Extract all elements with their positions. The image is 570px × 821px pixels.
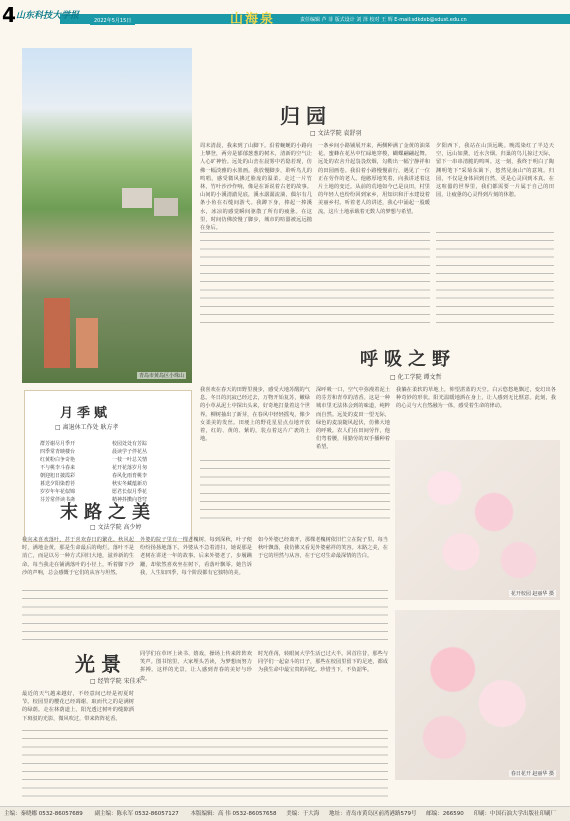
footer-item: 印刷：中国石油大学出版社印刷厂 [473,811,556,817]
article-column: 一条乡间小路铺展开来，两侧种满了金黄的油菜花。蜜蜂在花丛中忙碌地穿梭，蝴蝶翩翩起舞。远处的农舍升起袅袅炊烟，勾勒出一幅宁静祥和的田园画卷。我沿着小路慢慢前行，遇见了一位正在劳作的老人。他憨厚地笑着，向我讲述着这片土地的变迁。从前的荒地如今已是良田，村里的年轻人也纷纷回到家乡，用知识和汗水建设着美丽乡村。听着老人的讲述，我心中涌起一股暖流。这片土地承载着无数人的梦想与希望。 [318,143,430,215]
article-title-huxi: 呼吸之野 [360,349,456,370]
paper-name: 山东科技大学报 [16,11,80,21]
poem-line: 暮送夕阳染碧苔 [40,481,76,487]
article-column: 我向来喜欢落叶，甚于喜欢春日的繁花。秋风起时，满地金黄，那是生命最后的绚烂。落叶不是消亡，而是以另一种方式回归大地，滋养新的生命。每当我走在铺满落叶的小径上，听着脚下沙沙的声响，总会感慨于它们的从容与坦然。 [22,537,134,576]
article-column: 时光荏苒，转眼间大学生活已过大半。回首往昔，那些与同学们一起奋斗的日子，那些在校园里留下的足迹，都成为我生命中最宝贵的回忆。珍惜当下，不负韶华。 [258,651,388,674]
footer-item: 主编：秦晓娜 0532-86057689 [4,811,83,817]
poem-line: 愿君长似月季花 [112,489,148,495]
footer-item: 副主编：陈永军 0532-86057127 [94,811,179,817]
text-lines [22,590,388,646]
article-byline-guiyuan: □ 文法学院 袁舒羽 [310,130,362,137]
cherry-blossom-photo [395,440,560,600]
poem-line: 四季常青映楼台 [40,449,76,455]
article-column: 同学们在草坪上读书、嬉戏，操场上传来阵阵欢笑声。图书馆里，大家埋头苦读，为梦想而努力拼搏。这样的光景，让人感到青春的美好与珍贵。 [140,651,252,682]
article-title-guangjing: 光景 [75,652,127,676]
poem-line: 秋实冬藏蕴新功 [112,481,148,487]
mountain-photo [22,48,192,383]
page-number: 4 [2,3,16,27]
text-lines [200,232,430,327]
issue-date: 2022年5月15日 [90,16,135,25]
article-column: 深呼吸一口，空气中弥漫着泥土的芬芳和青草的清香。这是一种城市里无法体会到的味道，纯粹而自然。远处的麦田一望无际，绿色的麦浪随风起伏，仿佛大地的呼吸。农人们在田间劳作，他们弯着腰，用勤劳的双手播种着希望。 [316,387,390,451]
article-column: 外婆的院子里有一棵老槐树，每到深秋，叶子便纷纷扬扬地落下。外婆从不急着清扫，她说那是老树在讲述一年的故事。后来外婆老了，步履蹒跚，却依然喜欢坐在树下，看落叶飘零。她告诉我，人生如四季，每个阶段都有它独特的美。 [140,537,252,576]
cherry-blossom-photo [395,610,560,780]
poem-line: 校园处处有芳踪 [112,441,148,447]
photo-caption: 青岛市黄岛区小珠山 [138,373,184,379]
article-byline-guangjing: □ 经管学院 宋佳禾 [90,678,142,685]
footer-item: 本版编辑：高 伟 0532-86057658 [190,811,277,817]
article-column: 周末清晨，我来到了山脚下。沿着蜿蜒的小路向上攀登，两旁是郁郁葱葱的树木，清新的空气让人心旷神怡。远处的山峦在晨雾中若隐若现，仿佛一幅淡雅的水墨画。我放慢脚步，聆听鸟儿的鸣唱，感受微风拂过脸庞的温柔。走过一片竹林，竹叶沙沙作响，像是在诉说着古老的故事。山间的小溪清澈见底，溪水潺潺流淌，偶尔有几条小鱼在石缝间游弋。我蹲下身，捧起一捧溪水，冰凉的感觉瞬间驱散了所有的疲惫。在这里，时间仿佛放慢了脚步，城市的喧嚣被远远抛在身后。 [200,143,312,232]
article-column: 我喜欢在春天的田野里漫步，感受大地苏醒的气息。冬日的沉寂已经过去，万物开始复苏，嫩绿的小草从泥土中探出头来，好奇地打量着这个世界。柳树抽出了新芽，在春风中轻轻摇曳，像少女柔美的发丝。田埂上的野花星星点点地开放着，红的、黄的、紫的，装点着这片广袤的土地。 [200,387,310,443]
poem-line: 岁岁年年花似锦 [40,489,76,495]
photo-caption: 花开校园 赵丽华 摄 [510,591,554,597]
photo-caption: 春日花开 赵丽华 摄 [510,771,554,777]
footer-item: 邮编：266590 [426,811,464,817]
article-byline-huxi: □ 化工学院 谭文哲 [390,374,442,381]
poem-title: 月季赋 [60,406,112,421]
footer [0,806,570,821]
section-title: 山海泉 [230,12,276,27]
article-title-molu: 末路之美 [60,502,156,523]
poem-line: 不与桃李斗春来 [40,465,76,471]
poem-line: 群芳谢尽月季开 [40,441,76,447]
poem-line: 芬芳常伴读书斋 [40,497,76,503]
article-title-guiyuan: 归园 [280,104,332,128]
poem-line: 晨读学子伴花丛 [112,449,148,455]
poem-line: 红黄粉白争奇艳 [40,457,76,463]
poem-line: 精神抖擞向苍穹 [112,497,148,503]
article-column: 最近的天气越来越好，不经意间已经是初夏时节。校园里的樱花已经凋谢，取而代之的是满树的绿荫。走在林荫道上，阳光透过树叶的缝隙洒下斑驳的光影，微风吹过，带来阵阵花香。 [22,691,134,722]
article-byline-molu: □ 文法学院 高少婷 [90,524,142,531]
poem-line: 春风化雨育桃李 [112,473,148,479]
poem-byline: □ 离退休工作处 耿方孝 [55,424,119,431]
poem-right-column [112,440,184,504]
text-lines [436,232,554,327]
poem-line: 朝迎旭日披霞彩 [40,473,76,479]
text-lines [22,730,388,800]
text-lines [200,460,390,520]
poem-line: 一枝一叶总关情 [112,457,148,463]
article-column: 如今外婆已经离开，那棵老槐树依旧伫立在院子里。每当秋叶飘落，我仿佛又看见外婆慈祥的笑容。末路之美，在于它的坦然与从容，在于它对生命最深情的告白。 [258,537,388,560]
poem-left-column [40,440,110,504]
poem-line: 花开花落岁月匆 [112,465,148,471]
footer-item: 地址：青岛市黄岛区前湾港路579号 [328,811,417,817]
article-column: 我躺在柔软的草地上，仰望湛蓝的天空。白云悠悠地飘过，变幻出各种奇妙的形状。阳光温暖地洒在身上，让人感到无比惬意。此刻，我的心灵与大自然融为一体，感受着生命的律动。 [396,387,556,410]
editor-info: 责任编辑 芦 菲 版式设计 刘 泽 校对 王 辉 E-mail:sdkdxb@sdust.edu.cn [300,17,467,23]
article-column: 夕阳西下，我站在山顶远眺。晚霞染红了半边天空，远山如黛，近水含烟。归巢的鸟儿掠过天际，留下一串串清脆的鸣叫。这一刻，我终于明白了陶渊明笔下"采菊东篱下，悠然见南山"的意境。归园，不仅是身体回到自然，更是心灵回到本真。在这喧嚣的世界里，我们都需要一片属于自己的田园，让疲惫的心灵得到片刻的休憩。 [436,143,554,199]
footer-item: 美编：于大海 [286,811,320,817]
